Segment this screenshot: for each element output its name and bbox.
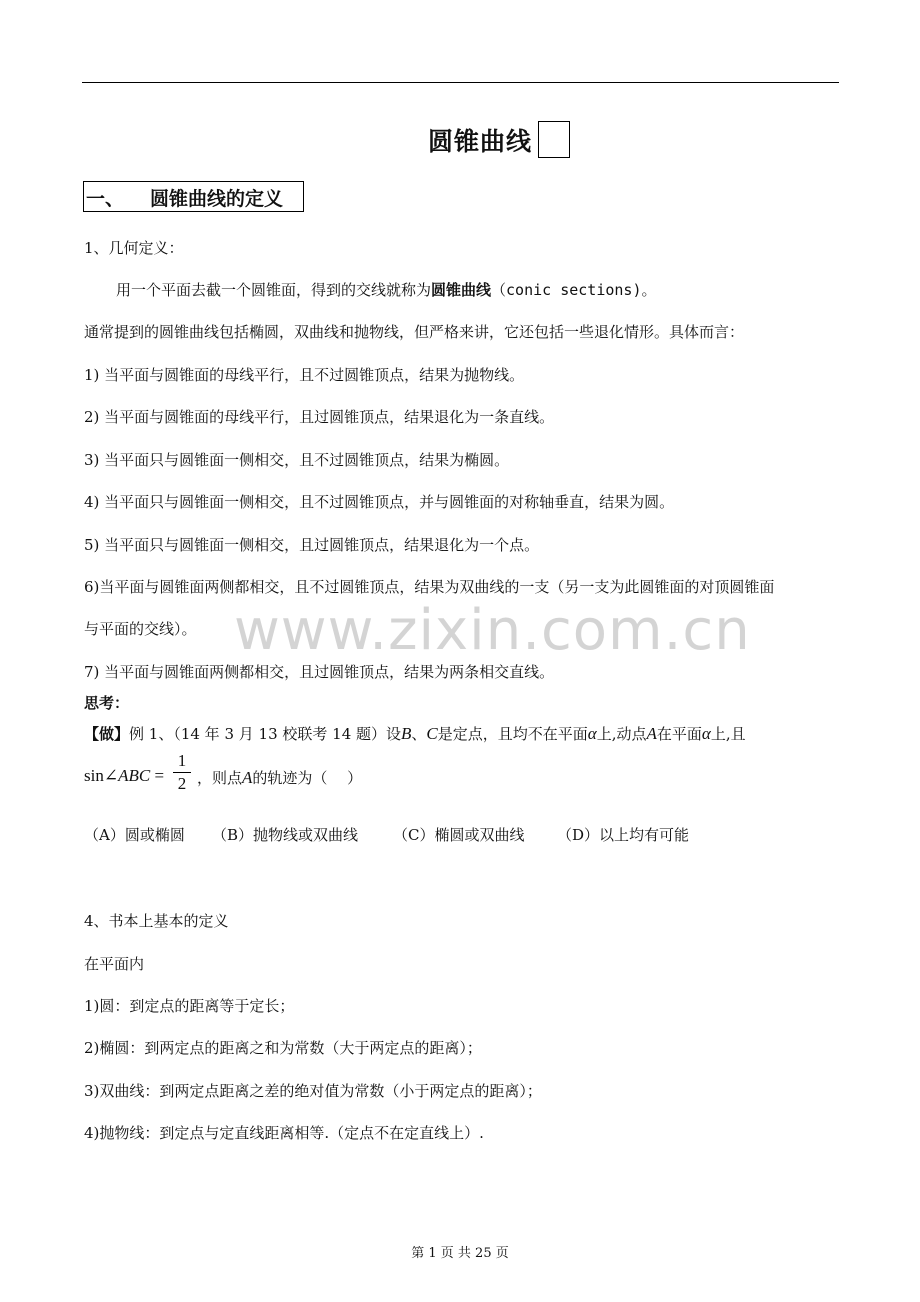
example-text: 例 1、（14 年 3 月 13 校联考 14 题）设 xyxy=(129,725,402,743)
in-plane-label: 在平面内 xyxy=(84,955,145,973)
point-a: A xyxy=(646,724,657,743)
example-line-1 xyxy=(84,723,746,744)
intro-paragraph xyxy=(116,279,657,300)
example-tag: 【做】 xyxy=(84,725,130,743)
page-title: 圆锥曲线 xyxy=(428,127,533,156)
book-definition-heading: 4、书本上基本的定义 xyxy=(84,912,229,930)
example-text: ，则点 xyxy=(197,769,243,787)
section-number: 一、 xyxy=(86,188,125,210)
definition-item: 3)双曲线：到两定点距离之差的绝对值为常数（小于两定点的距离）； xyxy=(84,1082,542,1100)
option-a: （A）圆或椭圆 xyxy=(84,826,185,844)
alpha-symbol: α xyxy=(587,724,597,743)
case-item: 4) 当平面只与圆锥面一侧相交，且不过圆锥顶点，并与圆锥面的对称轴垂直，结果为圆。 xyxy=(84,493,675,511)
point-b: B xyxy=(401,724,412,743)
section-title: 圆锥曲线的定义 xyxy=(150,188,284,210)
definition-item: 1)圆：到定点的距离等于定长； xyxy=(84,997,295,1015)
case-item: 3) 当平面只与圆锥面一侧相交，且不过圆锥顶点，结果为椭圆。 xyxy=(84,451,510,469)
case-item: 7) 当平面与圆锥面两侧都相交，且过圆锥顶点，结果为两条相交直线。 xyxy=(84,663,555,681)
example-text: 是定点，且均不在平面 xyxy=(437,725,588,743)
example-text: 在平面 xyxy=(656,725,702,743)
example-text: 的轨迹为（ ） xyxy=(252,769,363,787)
intro-english-term: （conic sections)。 xyxy=(491,281,657,299)
fraction-denominator: 2 xyxy=(177,774,187,793)
fraction-bar xyxy=(173,772,191,773)
example-text: 上,且 xyxy=(710,725,746,743)
watermark: www.zixin.com.cn xyxy=(234,598,751,663)
example-text: 上,动点 xyxy=(596,725,647,743)
option-d: （D）以上均有可能 xyxy=(557,826,690,844)
fraction-one-half xyxy=(171,751,193,794)
case-item: 1) 当平面与圆锥面的母线平行，且不过圆锥顶点，结果为抛物线。 xyxy=(84,366,525,384)
intro-text: 用一个平面去截一个圆锥面，得到的交线就称为 xyxy=(116,281,432,299)
header-rule xyxy=(82,82,839,83)
example-sep: 、 xyxy=(411,725,427,743)
title-empty-box xyxy=(538,121,570,158)
point-a: A xyxy=(242,768,253,787)
case-item: 5) 当平面只与圆锥面一侧相交，且过圆锥顶点，结果退化为一个点。 xyxy=(84,536,540,554)
point-c: C xyxy=(426,724,438,743)
option-c: （C）椭圆或双曲线 xyxy=(393,826,525,844)
page-footer: 第 1 页 共 25 页 xyxy=(411,1246,509,1261)
section-heading-1 xyxy=(83,181,304,212)
case-item: 2) 当平面与圆锥面的母线平行，且过圆锥顶点，结果退化为一条直线。 xyxy=(84,408,555,426)
definition-item: 4)抛物线：到定点与定直线距离相等.（定点不在定直线上）. xyxy=(84,1124,484,1142)
sine-angle-prefix: sin∠ xyxy=(84,766,119,785)
example-line-2 xyxy=(197,767,362,788)
fraction-numerator: 1 xyxy=(177,751,187,770)
general-paragraph: 通常提到的圆锥曲线包括椭圆，双曲线和抛物线，但严格来讲，它还包括一些退化情形。具体而言： xyxy=(84,323,745,341)
sine-expression xyxy=(84,766,164,786)
option-b: （B）抛物线或双曲线 xyxy=(212,826,359,844)
intro-bold-term: 圆锥曲线 xyxy=(431,281,492,299)
geometric-definition-heading: 1、几何定义： xyxy=(84,239,184,257)
alpha-symbol: α xyxy=(701,724,711,743)
angle-abc: ABC xyxy=(118,766,151,785)
think-label: 思考： xyxy=(84,694,130,712)
case-item-continuation: 与平面的交线）。 xyxy=(84,620,197,638)
case-item: 6)当平面与圆锥面两侧都相交，且不过圆锥顶点，结果为双曲线的一支（另一支为此圆锥面的对顶圆锥面 xyxy=(84,578,775,596)
equals-sign: = xyxy=(150,766,165,785)
definition-item: 2)椭圆：到两定点的距离之和为常数（大于两定点的距离）； xyxy=(84,1039,482,1057)
